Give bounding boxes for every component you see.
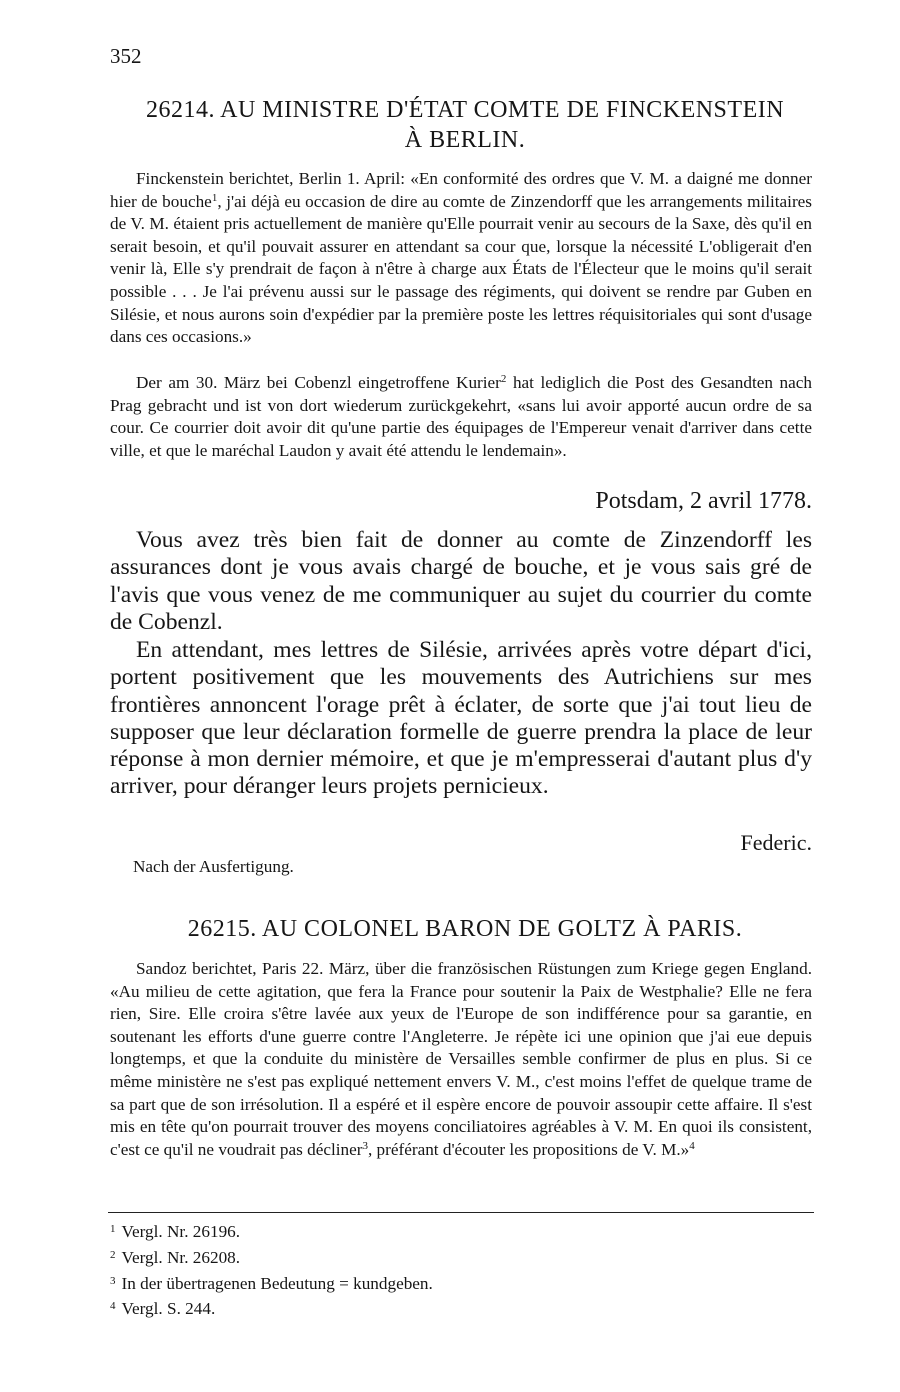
footnote-2 bbox=[110, 1244, 433, 1270]
footnotes bbox=[110, 1218, 433, 1321]
summary-3-text-a: Sandoz berichtet, Paris 22. März, über die französischen Rüstungen zum Kriege gegen England. «Au milieu de cette agitation, que fera la France pour soutenir la Paix de Westphalie? Elle ne fera rien, Sire. Elle croira s'être lavée aux yeux de l'Europe de son indifférence pour sa garantie, en soutenant les efforts d'une guerre contre l'Angleterre. Je répète ici une opinion que j'ai eue depuis longtemps, et que la conduite du ministère de Versailles semble confirmer de plus en plus. Si ce même ministère ne s'est pas expliqué nettement envers V. M., c'est moins l'effet de quelque trame de sa part que de son irrésolution. Il a espéré et il espère encore de pouvoir assoupir cette affaire. Il s'est mis en tête qu'on pourrait trouver des moyens conciliatoires agréables à V. M. En quoi ils consistent, c'est ce qu'il ne voudrait pas décliner bbox=[110, 959, 812, 1159]
footnote-number: 1 bbox=[110, 1223, 116, 1235]
footnote-text: In der übertragenen Bedeutung = kundgeben. bbox=[121, 1273, 433, 1293]
footnote-text: Vergl. Nr. 26196. bbox=[121, 1222, 241, 1241]
summary-2-text-a: Der am 30. März bei Cobenzl eingetroffene Kurier bbox=[136, 373, 501, 392]
letter-heading-1 bbox=[110, 95, 820, 155]
letter-heading-2: 26215. AU COLONEL BARON DE GOLTZ À PARIS. bbox=[187, 916, 743, 942]
footnote-ref-2: 2 bbox=[500, 373, 507, 385]
footnote-ref-4: 4 bbox=[689, 1139, 695, 1152]
page-number: 352 bbox=[110, 44, 142, 68]
footnote-ref-3: 3 bbox=[362, 1139, 368, 1152]
letter-heading-1-line2: À BERLIN. bbox=[404, 127, 526, 153]
footnote-number: 4 bbox=[110, 1300, 116, 1313]
summary-1-text-a: Finckenstein berichtet, Berlin 1. April: «En conformité des ordres que V. M. a daigné me donner hier de bouche bbox=[110, 169, 812, 211]
summary-3-text-b: , préférant d'écouter les propositions de V. M.» bbox=[367, 1139, 690, 1159]
letter-1-summary-paragraph-1 bbox=[110, 168, 812, 349]
letter-1-body-paragraph-2 bbox=[110, 637, 812, 801]
signature: Federic. bbox=[740, 830, 812, 855]
footnote-1 bbox=[110, 1218, 433, 1244]
letter-1-summary-paragraph-2 bbox=[110, 372, 812, 462]
footnote-text: Vergl. Nr. 26208. bbox=[121, 1247, 241, 1267]
footnote-4 bbox=[110, 1295, 433, 1321]
summary-1-text-b: , j'ai déjà eu occasion de dire au comte de Zinzendorff que les arrangements militaires de V. M. étaient pris actuellement de manière qu'Elle pourrait venir au secours de la Saxe, dès qu'il en serait besoin, et qu'il pouvait assurer en attendant sa cour que, lorsque la nécessité L'obligerait d'en venir là, Elle s'y prendrait de façon à n'être à charge aux États de l'Électeur que le moins qu'il serait possible . . . Je l'ai prévenu aussi sur le passage des régiments, qui doivent se rendre par Guben en Silésie, et nous aurons soin d'expédier par la première poste les lettres réquisitoriales qui sont d'usage dans ces occasions.» bbox=[110, 191, 812, 347]
footnote-text: Vergl. S. 244. bbox=[121, 1299, 216, 1319]
footnote-ref-1: 1 bbox=[211, 191, 218, 204]
summary-2-text-b: hat lediglich die Post des Gesandten nach Prag gebracht und ist von dort wiederum zurückgekehrt, «sans lui avoir apporté aucun ordre de sa cour. Ce courrier doit avoir dit qu'une partie des équipages de l'Empereur venait d'arriver dans cette ville, et que le maréchal Laudon y avait été attendu le lendemain». bbox=[110, 373, 812, 460]
footnote-divider bbox=[108, 1212, 814, 1213]
letter-2-summary-paragraph bbox=[110, 958, 812, 1161]
source-note: Nach der Ausfertigung. bbox=[133, 857, 294, 876]
body-paragraph-1-text: Vous avez très bien fait de donner au comte de Zinzendorff les assurances dont je vous avais chargé de bouche, et je vous sais gré de l'avis que vous venez de me communiquer au sujet du courrier du comte de Cobenzl. bbox=[110, 527, 812, 635]
letter-1-body-paragraph-1 bbox=[110, 527, 812, 636]
body-paragraph-2-text: En attendant, mes lettres de Silésie, arrivées après votre départ d'ici, portent positivement que les mouvements des Autrichiens sur mes frontières annoncent l'orage prêt à éclater, de sorte que j'ai tout lieu de supposer que leur déclaration formelle de guerre prendra la place de leur réponse à mon dernier mémoire, et que je m'empresserai d'autant plus d'y arriver, pour déranger leurs projets pernicieux. bbox=[110, 637, 812, 800]
dateline: Potsdam, 2 avril 1778. bbox=[595, 488, 812, 514]
letter-heading-1-line1: 26214. AU MINISTRE D'ÉTAT COMTE DE FINCKENSTEIN bbox=[145, 97, 785, 123]
footnote-number: 2 bbox=[110, 1248, 116, 1261]
footnote-3 bbox=[110, 1270, 433, 1296]
footnote-number: 3 bbox=[110, 1274, 116, 1287]
